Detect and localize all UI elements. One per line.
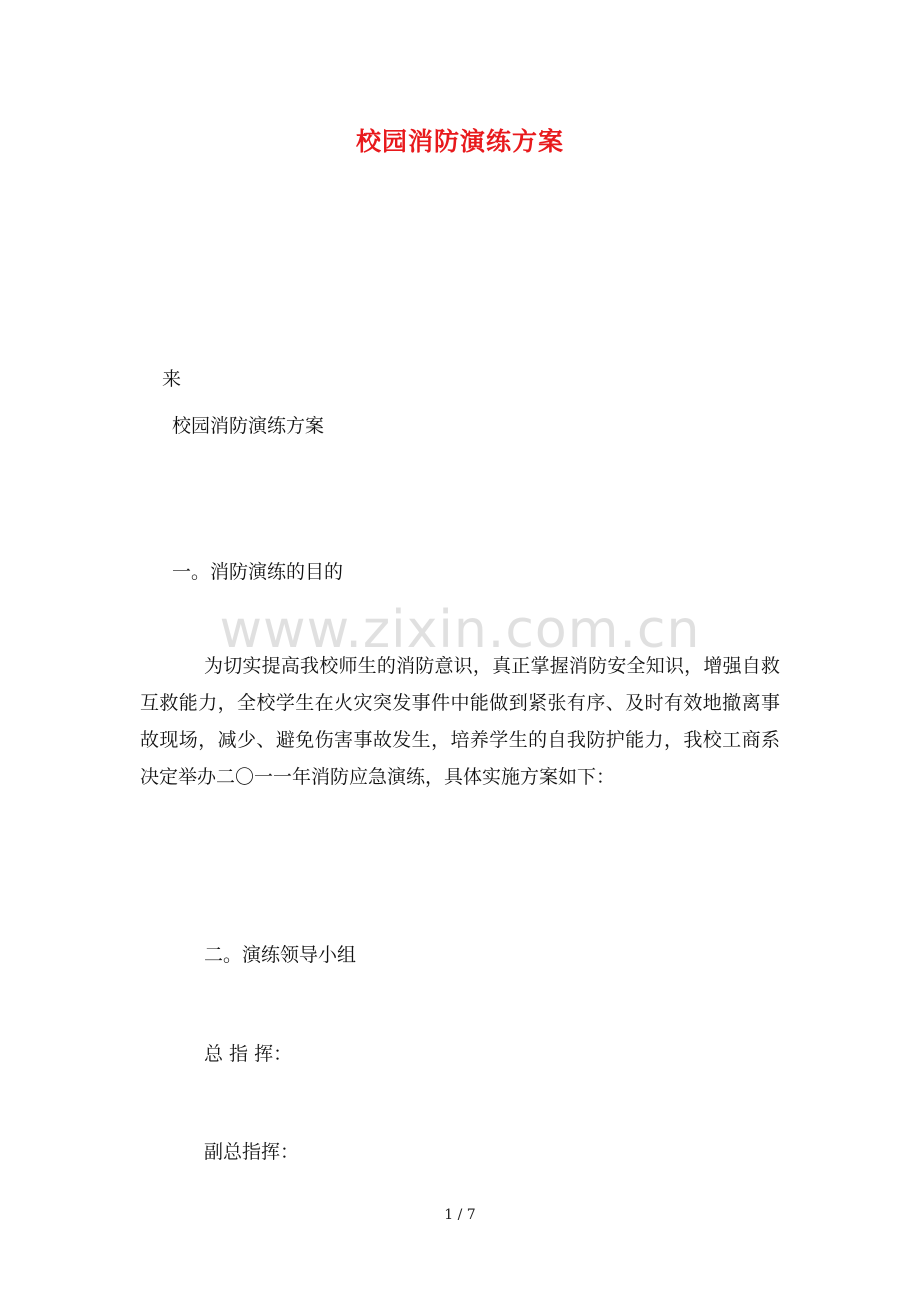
document-subtitle: 校园消防演练方案: [172, 415, 325, 437]
section-heading-leadership: 二。演练领导小组: [204, 944, 357, 966]
section-heading-purpose: 一。消防演练的目的: [172, 561, 344, 583]
document-title: 校园消防演练方案: [355, 127, 564, 156]
deputy-commander-label: 副总指挥：: [204, 1141, 300, 1163]
watermark-text: www.zixin.com.cn: [219, 600, 701, 660]
section-body-purpose: 为切实提高我校师生的消防意识，真正掌握消防安全知识，增强自救互救能力，全校学生在火灾突发事件中能做到紧张有序、及时有效地撤离事故现场，减少、避免伤害事故发生，培养学生的自我防护能力，我校工商系决定举办二〇一一年消防应急演练，具体实施方案如下：: [140, 655, 780, 788]
page-number: 1 / 7: [444, 1207, 476, 1223]
text-fragment: 来: [162, 368, 182, 390]
commander-label: 总 指 挥：: [204, 1043, 293, 1065]
